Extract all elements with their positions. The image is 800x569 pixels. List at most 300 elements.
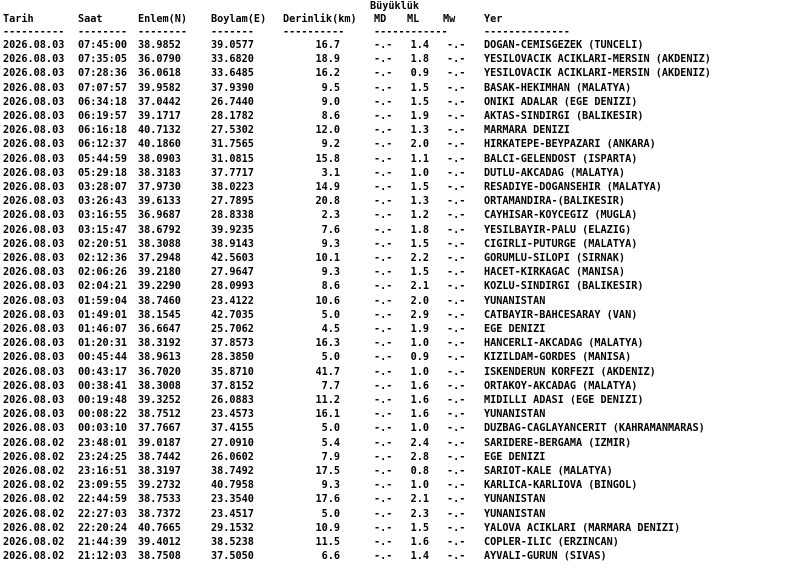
cell-mw: -.- xyxy=(447,40,466,51)
column-header-time: Saat xyxy=(78,14,103,25)
cell-md: -.- xyxy=(374,196,393,208)
cell-time: 05:29:18 xyxy=(78,167,128,179)
cell-latitude: 38.3183 xyxy=(138,167,181,179)
cell-date: 2026.08.03 xyxy=(3,125,65,137)
cell-date: 2026.08.03 xyxy=(3,68,65,80)
cell-place: COPLER-ILIC (ERZINCAN) xyxy=(484,537,619,548)
cell-ml: 1.6 xyxy=(410,409,429,421)
cell-time: 23:48:01 xyxy=(78,437,128,449)
cell-mw: -.- xyxy=(447,480,466,492)
cell-ml: 1.5 xyxy=(410,238,429,250)
cell-mw: -.- xyxy=(447,96,466,108)
cell-depth: 5.0 xyxy=(321,352,340,364)
cell-latitude: 36.6647 xyxy=(138,324,181,335)
cell-time: 02:04:21 xyxy=(78,281,128,293)
cell-ml: 0.9 xyxy=(410,352,429,364)
cell-longitude: 37.9390 xyxy=(211,82,254,94)
cell-depth: 7.7 xyxy=(321,380,340,392)
cell-latitude: 39.0187 xyxy=(138,437,181,449)
cell-place: AYVALI-GURUN (SIVAS) xyxy=(484,551,607,563)
cell-depth: 17.6 xyxy=(315,494,340,506)
cell-longitude: 38.5238 xyxy=(211,537,254,548)
cell-depth: 5.0 xyxy=(321,309,340,321)
cell-mw: -.- xyxy=(447,437,466,449)
cell-md: -.- xyxy=(374,267,393,279)
cell-longitude: 26.7440 xyxy=(211,96,254,108)
cell-place: CATBAYIR-BAHCESARAY (VAN) xyxy=(484,309,638,321)
cell-depth: 14.9 xyxy=(315,182,340,193)
cell-longitude: 28.8338 xyxy=(211,210,254,222)
cell-date: 2026.08.03 xyxy=(3,167,65,179)
cell-time: 07:45:00 xyxy=(78,40,128,51)
cell-latitude: 38.3088 xyxy=(138,238,181,250)
cell-ml: 1.0 xyxy=(410,167,429,179)
cell-longitude: 25.7062 xyxy=(211,324,254,335)
cell-date: 2026.08.03 xyxy=(3,224,65,236)
cell-latitude: 39.3252 xyxy=(138,395,181,406)
cell-place: RESADIYE-DOGANSEHIR (MALATYA) xyxy=(484,182,662,193)
cell-latitude: 38.9613 xyxy=(138,352,181,364)
cell-date: 2026.08.03 xyxy=(3,281,65,293)
cell-mw: -.- xyxy=(447,522,466,534)
cell-md: -.- xyxy=(374,395,393,406)
cell-latitude: 38.9852 xyxy=(138,40,181,51)
cell-mw: -.- xyxy=(447,352,466,364)
cell-latitude: 36.0790 xyxy=(138,54,181,66)
cell-ml: 1.5 xyxy=(410,82,429,94)
cell-place: MARMARA DENIZI xyxy=(484,125,570,137)
cell-latitude: 37.7667 xyxy=(138,423,181,435)
cell-longitude: 33.6820 xyxy=(211,54,254,66)
cell-date: 2026.08.03 xyxy=(3,210,65,222)
cell-mw: -.- xyxy=(447,281,466,293)
column-header-longitude: Boylam(E) xyxy=(211,14,267,25)
cell-time: 00:03:10 xyxy=(78,423,128,435)
cell-mw: -.- xyxy=(447,409,466,421)
cell-depth: 17.5 xyxy=(315,466,340,477)
cell-date: 2026.08.03 xyxy=(3,352,65,364)
cell-depth: 10.9 xyxy=(315,522,340,534)
cell-depth: 16.1 xyxy=(315,409,340,421)
cell-time: 02:12:36 xyxy=(78,253,128,264)
cell-time: 06:34:18 xyxy=(78,96,128,108)
column-header-date: Tarih xyxy=(3,14,34,25)
cell-mw: -.- xyxy=(447,451,466,463)
cell-longitude: 27.7895 xyxy=(211,196,254,208)
cell-place: YUNANISTAN xyxy=(484,295,546,307)
cell-longitude: 37.4155 xyxy=(211,423,254,435)
cell-md: -.- xyxy=(374,111,393,122)
cell-longitude: 39.0577 xyxy=(211,40,254,51)
cell-ml: 1.6 xyxy=(410,395,429,406)
cell-longitude: 28.1782 xyxy=(211,111,254,122)
cell-longitude: 37.5050 xyxy=(211,551,254,563)
cell-mw: -.- xyxy=(447,253,466,264)
cell-ml: 2.0 xyxy=(410,139,429,151)
cell-place: YESILOVACIK ACIKLARI-MERSIN (AKDENIZ) xyxy=(484,68,711,80)
cell-time: 06:19:57 xyxy=(78,111,128,122)
cell-place: CIGIRLI-PUTURGE (MALATYA) xyxy=(484,238,638,250)
cell-ml: 2.0 xyxy=(410,295,429,307)
cell-longitude: 26.0602 xyxy=(211,451,254,463)
cell-place: GORUMLU-SILOPI (SIRNAK) xyxy=(484,253,626,264)
cell-place: ISKENDERUN KORFEZI (AKDENIZ) xyxy=(484,366,656,378)
cell-md: -.- xyxy=(374,139,393,151)
earthquake-list-page xyxy=(3,0,800,569)
separator-longitude: ------- xyxy=(211,27,254,38)
cell-time: 22:20:24 xyxy=(78,522,128,534)
cell-time: 03:15:47 xyxy=(78,224,128,236)
cell-md: -.- xyxy=(374,551,393,563)
cell-ml: 2.9 xyxy=(410,309,429,321)
cell-md: -.- xyxy=(374,54,393,66)
cell-md: -.- xyxy=(374,82,393,94)
cell-mw: -.- xyxy=(447,380,466,392)
cell-depth: 11.5 xyxy=(315,537,340,548)
cell-md: -.- xyxy=(374,253,393,264)
cell-ml: 1.9 xyxy=(410,111,429,122)
cell-depth: 12.0 xyxy=(315,125,340,137)
cell-latitude: 39.1717 xyxy=(138,111,181,122)
column-header-ml: ML xyxy=(407,14,420,25)
cell-depth: 5.0 xyxy=(321,508,340,520)
cell-md: -.- xyxy=(374,409,393,421)
cell-time: 23:24:25 xyxy=(78,451,128,463)
cell-place: EGE DENIZI xyxy=(484,451,546,463)
separator-date: ---------- xyxy=(3,27,65,38)
cell-date: 2026.08.02 xyxy=(3,480,65,492)
cell-place: AKTAS-SINDIRGI (BALIKESIR) xyxy=(484,111,644,122)
cell-latitude: 37.2948 xyxy=(138,253,181,264)
cell-ml: 1.0 xyxy=(410,338,429,350)
cell-depth: 5.0 xyxy=(321,423,340,435)
cell-longitude: 42.7035 xyxy=(211,309,254,321)
cell-place: KOZLU-SINDIRGI (BALIKESIR) xyxy=(484,281,644,293)
cell-time: 00:38:41 xyxy=(78,380,128,392)
cell-latitude: 38.7533 xyxy=(138,494,181,506)
cell-place: SARIOT-KALE (MALATYA) xyxy=(484,466,613,477)
cell-depth: 7.6 xyxy=(321,224,340,236)
cell-depth: 15.8 xyxy=(315,153,340,165)
cell-time: 23:16:51 xyxy=(78,466,128,477)
cell-depth: 16.2 xyxy=(315,68,340,80)
cell-date: 2026.08.03 xyxy=(3,96,65,108)
cell-latitude: 38.7460 xyxy=(138,295,181,307)
cell-depth: 9.0 xyxy=(321,96,340,108)
cell-time: 01:46:07 xyxy=(78,324,128,335)
column-header-place: Yer xyxy=(484,14,503,25)
cell-depth: 41.7 xyxy=(315,366,340,378)
cell-date: 2026.08.02 xyxy=(3,466,65,477)
cell-date: 2026.08.03 xyxy=(3,253,65,264)
cell-place: HIRKATEPE-BEYPAZARI (ANKARA) xyxy=(484,139,656,151)
cell-mw: -.- xyxy=(447,68,466,80)
separator-depth: ---------- xyxy=(283,27,345,38)
cell-longitude: 37.8573 xyxy=(211,338,254,350)
cell-latitude: 38.7508 xyxy=(138,551,181,563)
cell-depth: 18.9 xyxy=(315,54,340,66)
cell-md: -.- xyxy=(374,68,393,80)
magnitude-group-header-line xyxy=(3,1,420,13)
cell-depth: 4.5 xyxy=(321,324,340,335)
cell-longitude: 39.9235 xyxy=(211,224,254,236)
cell-date: 2026.08.02 xyxy=(3,537,65,548)
cell-time: 06:12:37 xyxy=(78,139,128,151)
cell-time: 07:07:57 xyxy=(78,82,128,94)
cell-time: 01:20:31 xyxy=(78,338,128,350)
separator-magnitude: ------------ xyxy=(374,27,448,38)
column-header-latitude: Enlem(N) xyxy=(138,14,188,25)
cell-depth: 9.3 xyxy=(321,238,340,250)
cell-place: YUNANISTAN xyxy=(484,409,546,421)
cell-place: MIDILLI ADASI (EGE DENIZI) xyxy=(484,395,644,406)
cell-mw: -.- xyxy=(447,153,466,165)
cell-ml: 1.6 xyxy=(410,537,429,548)
cell-place: HANCERLI-AKCADAG (MALATYA) xyxy=(484,338,644,350)
cell-date: 2026.08.03 xyxy=(3,395,65,406)
column-header-row xyxy=(3,14,503,26)
cell-latitude: 40.7132 xyxy=(138,125,181,137)
cell-time: 00:43:17 xyxy=(78,366,128,378)
cell-depth: 5.4 xyxy=(321,437,340,449)
cell-time: 01:59:04 xyxy=(78,295,128,307)
cell-longitude: 27.9647 xyxy=(211,267,254,279)
cell-latitude: 39.4012 xyxy=(138,537,181,548)
cell-longitude: 35.8710 xyxy=(211,366,254,378)
cell-ml: 1.3 xyxy=(410,125,429,137)
cell-md: -.- xyxy=(374,352,393,364)
cell-latitude: 36.7020 xyxy=(138,366,181,378)
cell-latitude: 39.9582 xyxy=(138,82,181,94)
cell-longitude: 28.3850 xyxy=(211,352,254,364)
cell-date: 2026.08.02 xyxy=(3,437,65,449)
cell-md: -.- xyxy=(374,522,393,534)
cell-place: YESILBAYIR-PALU (ELAZIG) xyxy=(484,224,632,236)
cell-depth: 9.3 xyxy=(321,480,340,492)
cell-ml: 1.0 xyxy=(410,423,429,435)
cell-longitude: 27.5302 xyxy=(211,125,254,137)
cell-time: 21:12:03 xyxy=(78,551,128,563)
cell-date: 2026.08.02 xyxy=(3,494,65,506)
cell-place: YUNANISTAN xyxy=(484,494,546,506)
cell-place: HACET-KIRKAGAC (MANISA) xyxy=(484,267,626,279)
cell-mw: -.- xyxy=(447,167,466,179)
cell-depth: 3.1 xyxy=(321,167,340,179)
cell-mw: -.- xyxy=(447,238,466,250)
cell-longitude: 33.6485 xyxy=(211,68,254,80)
cell-ml: 1.5 xyxy=(410,182,429,193)
cell-ml: 2.1 xyxy=(410,281,429,293)
cell-md: -.- xyxy=(374,380,393,392)
cell-latitude: 38.6792 xyxy=(138,224,181,236)
column-header-mw: Mw xyxy=(443,14,456,25)
cell-place: EGE DENIZI xyxy=(484,324,546,335)
cell-ml: 1.9 xyxy=(410,324,429,335)
cell-md: -.- xyxy=(374,238,393,250)
cell-mw: -.- xyxy=(447,309,466,321)
cell-md: -.- xyxy=(374,295,393,307)
cell-time: 05:44:59 xyxy=(78,153,128,165)
cell-md: -.- xyxy=(374,167,393,179)
column-header-depth: Derinlik(km) xyxy=(283,14,357,25)
cell-latitude: 38.7442 xyxy=(138,451,181,463)
cell-time: 22:27:03 xyxy=(78,508,128,520)
cell-date: 2026.08.02 xyxy=(3,451,65,463)
cell-date: 2026.08.02 xyxy=(3,508,65,520)
cell-mw: -.- xyxy=(447,267,466,279)
cell-md: -.- xyxy=(374,309,393,321)
cell-ml: 2.1 xyxy=(410,494,429,506)
cell-latitude: 39.2732 xyxy=(138,480,181,492)
cell-depth: 9.2 xyxy=(321,139,340,151)
cell-latitude: 38.3197 xyxy=(138,466,181,477)
cell-date: 2026.08.03 xyxy=(3,380,65,392)
cell-depth: 9.5 xyxy=(321,82,340,94)
cell-longitude: 31.7565 xyxy=(211,139,254,151)
cell-ml: 0.9 xyxy=(410,68,429,80)
cell-time: 03:16:55 xyxy=(78,210,128,222)
cell-date: 2026.08.03 xyxy=(3,295,65,307)
cell-place: CAYHISAR-KOYCEGIZ (MUGLA) xyxy=(484,210,638,222)
cell-longitude: 40.7958 xyxy=(211,480,254,492)
cell-depth: 2.3 xyxy=(321,210,340,222)
header-separator-row xyxy=(3,27,570,39)
cell-place: DOGAN-CEMISGEZEK (TUNCELI) xyxy=(484,40,644,51)
cell-ml: 1.1 xyxy=(410,153,429,165)
cell-date: 2026.08.03 xyxy=(3,267,65,279)
cell-ml: 1.6 xyxy=(410,380,429,392)
cell-mw: -.- xyxy=(447,494,466,506)
cell-md: -.- xyxy=(374,338,393,350)
separator-place: -------------- xyxy=(484,27,570,38)
cell-md: -.- xyxy=(374,423,393,435)
cell-ml: 1.0 xyxy=(410,366,429,378)
separator-time: -------- xyxy=(78,27,128,38)
cell-time: 07:35:05 xyxy=(78,54,128,66)
cell-longitude: 31.0815 xyxy=(211,153,254,165)
cell-date: 2026.08.03 xyxy=(3,423,65,435)
cell-place: ONIKI ADALAR (EGE DENIZI) xyxy=(484,96,638,108)
cell-longitude: 38.9143 xyxy=(211,238,254,250)
cell-longitude: 38.0223 xyxy=(211,182,254,193)
cell-ml: 1.8 xyxy=(410,224,429,236)
cell-latitude: 39.2290 xyxy=(138,281,181,293)
cell-latitude: 36.9687 xyxy=(138,210,181,222)
cell-mw: -.- xyxy=(447,324,466,335)
cell-ml: 1.2 xyxy=(410,210,429,222)
cell-latitude: 38.3008 xyxy=(138,380,181,392)
cell-longitude: 27.0910 xyxy=(211,437,254,449)
cell-md: -.- xyxy=(374,451,393,463)
cell-latitude: 37.9730 xyxy=(138,182,181,193)
cell-md: -.- xyxy=(374,224,393,236)
cell-mw: -.- xyxy=(447,224,466,236)
cell-time: 01:49:01 xyxy=(78,309,128,321)
cell-mw: -.- xyxy=(447,210,466,222)
cell-time: 07:28:36 xyxy=(78,68,128,80)
cell-depth: 6.6 xyxy=(321,551,340,563)
cell-date: 2026.08.03 xyxy=(3,366,65,378)
cell-ml: 2.8 xyxy=(410,451,429,463)
cell-ml: 2.3 xyxy=(410,508,429,520)
cell-place: KARLICA-KARLIOVA (BINGOL) xyxy=(484,480,638,492)
cell-place: KIZILDAM-GORDES (MANISA) xyxy=(484,352,632,364)
cell-date: 2026.08.03 xyxy=(3,238,65,250)
cell-depth: 8.6 xyxy=(321,111,340,122)
cell-longitude: 42.5603 xyxy=(211,253,254,264)
cell-date: 2026.08.03 xyxy=(3,82,65,94)
cell-latitude: 38.0903 xyxy=(138,153,181,165)
cell-time: 22:44:59 xyxy=(78,494,128,506)
cell-longitude: 37.7717 xyxy=(211,167,254,179)
cell-latitude: 38.3192 xyxy=(138,338,181,350)
cell-place: SARIDERE-BERGAMA (IZMIR) xyxy=(484,437,632,449)
cell-mw: -.- xyxy=(447,508,466,520)
cell-latitude: 39.6133 xyxy=(138,196,181,208)
cell-mw: -.- xyxy=(447,395,466,406)
cell-depth: 10.1 xyxy=(315,253,340,264)
separator-latitude: -------- xyxy=(138,27,188,38)
cell-time: 00:08:22 xyxy=(78,409,128,421)
cell-md: -.- xyxy=(374,494,393,506)
cell-place: ORTAMANDIRA-(BALIKESIR) xyxy=(484,196,626,208)
cell-date: 2026.08.03 xyxy=(3,338,65,350)
cell-ml: 1.8 xyxy=(410,54,429,66)
cell-date: 2026.08.02 xyxy=(3,522,65,534)
cell-place: YALOVA ACIKLARI (MARMARA DENIZI) xyxy=(484,522,681,534)
cell-md: -.- xyxy=(374,40,393,51)
cell-md: -.- xyxy=(374,480,393,492)
cell-md: -.- xyxy=(374,182,393,193)
cell-mw: -.- xyxy=(447,196,466,208)
cell-md: -.- xyxy=(374,466,393,477)
cell-longitude: 23.3540 xyxy=(211,494,254,506)
cell-date: 2026.08.03 xyxy=(3,40,65,51)
cell-date: 2026.08.03 xyxy=(3,182,65,193)
cell-longitude: 37.8152 xyxy=(211,380,254,392)
cell-date: 2026.08.02 xyxy=(3,551,65,563)
cell-date: 2026.08.03 xyxy=(3,309,65,321)
cell-ml: 1.3 xyxy=(410,196,429,208)
cell-place: DUZBAG-CAGLAYANCERIT (KAHRAMANMARAS) xyxy=(484,423,705,435)
cell-mw: -.- xyxy=(447,139,466,151)
cell-md: -.- xyxy=(374,537,393,548)
cell-md: -.- xyxy=(374,366,393,378)
cell-depth: 10.6 xyxy=(315,295,340,307)
cell-depth: 9.3 xyxy=(321,267,340,279)
cell-depth: 16.7 xyxy=(315,40,340,51)
cell-longitude: 29.1532 xyxy=(211,522,254,534)
cell-md: -.- xyxy=(374,281,393,293)
cell-md: -.- xyxy=(374,324,393,335)
cell-mw: -.- xyxy=(447,182,466,193)
cell-time: 00:45:44 xyxy=(78,352,128,364)
cell-place: BASAK-HEKIMHAN (MALATYA) xyxy=(484,82,632,94)
cell-mw: -.- xyxy=(447,366,466,378)
cell-time: 23:09:55 xyxy=(78,480,128,492)
cell-ml: 1.4 xyxy=(410,551,429,563)
cell-date: 2026.08.03 xyxy=(3,409,65,421)
cell-longitude: 28.0993 xyxy=(211,281,254,293)
cell-date: 2026.08.03 xyxy=(3,153,65,165)
cell-date: 2026.08.03 xyxy=(3,196,65,208)
cell-ml: 1.5 xyxy=(410,522,429,534)
cell-date: 2026.08.03 xyxy=(3,111,65,122)
cell-mw: -.- xyxy=(447,423,466,435)
cell-time: 03:26:43 xyxy=(78,196,128,208)
cell-depth: 20.8 xyxy=(315,196,340,208)
cell-latitude: 39.2180 xyxy=(138,267,181,279)
